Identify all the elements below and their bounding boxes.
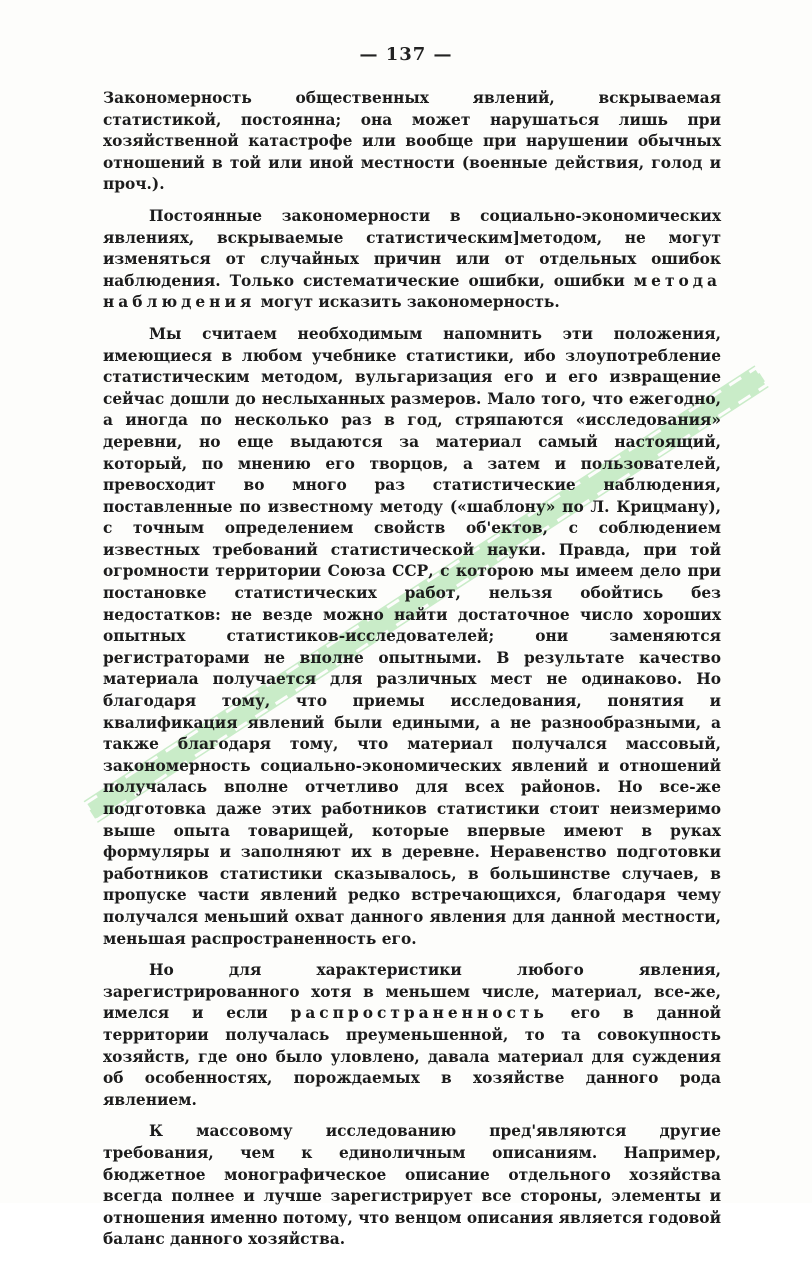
paragraph-4-text-a: Но для характеристики любого явления, зарегистрированного хотя в меньшем числе, материал, все-же, имелся и если: [103, 961, 721, 1023]
body-text: [103, 88, 721, 1261]
paragraph-5-text: К массовому исследованию пред'являются другие требования, чем к единоличным описаниям. Например, бюджетное монографическое описание отдельного хозяйства всегда полнее и лучше зарегистрирует все стороны, элементы и отношения именно потому, что венцом описания является годовой баланс данного хозяйства.: [103, 1122, 721, 1249]
paragraph-1-text: Закономерность общественных явлений, вскрываемая статистикой, постоянна; она может нарушаться лишь при хозяйственной катастрофе или вообще при нарушении обычных отношений в той или иной местности (военные действия, голод и проч.).: [103, 89, 721, 194]
paragraph-3-text: Мы считаем необходимым напомнить эти положения, имеющиеся в любом учебнике статистики, ибо злоупотребление статистическим методом, вульгаризация его и его извращение сейчас дошли до неслыханных размеров. Мало того, что ежегодно, а иногда по несколько раз в год, стряпаются «исследования» деревни, но еще выдаются за материал самый настоящий, который, по мнению его творцов, а затем и пользователей, превосходит во много раз статистические наблюдения, поставленные по известному методу («шаблону» по Л. Крицману), с точным определением свойств об'ектов, с соблюдением известных требований статистической науки. Правда, при той огромности территории Союза ССР, с которою мы имеем дело при постановке статистических работ, нельзя обойтись без недостатков: не везде можно найти достаточное число хороших опытных статистиков-исследователей; они заменяются регистраторами не вполне опытными. В результате качество материала получается для различных мест не одинаково. Но благодаря тому, что приемы исследования, понятия и квалификация явлений были едиными, а не разнообразными, а также благодаря тому, что материал получался массовый, закономерность социально-экономических явлений и отношений получалась вполне отчетливо для всех районов. Но все-же подготовка даже этих работников статистики стоит неизмеримо выше опыта товарищей, которые впервые имеют в руках формуляры и заполняют их в деревне. Неравенство подготовки работников статистики сказывалось, в большинстве случаев, в пропуске части явлений редко встречающихся, благодаря чему получался меньший охват данного явления для данной местности, меньшая распространенность его.: [103, 324, 721, 948]
paragraph-2-text-a: Постоянные закономерности в социально-экономических явлениях, вскрываемые статистическим]методом, не могут изменяться от случайных причин или от отдельных ошибок наблюдения. Только систематические ошибки, ошибки: [103, 206, 721, 290]
page-number: — 137 —: [359, 44, 453, 65]
paragraph-3: [103, 324, 721, 950]
paragraph-5: [103, 1121, 721, 1251]
paragraph-4-text-b: его в данной территории получалась преуменьшенной, то та совокупность хозяйств, где оно было уловлено, давала материал для суждения об особенностях, порождаемых в хозяйстве данного рода явлением.: [103, 1004, 722, 1109]
paragraph-1: [103, 88, 721, 196]
paragraph-2-emphasis: метода наблюдения: [103, 271, 721, 312]
paragraph-2-text-b: могут исказить закономерность.: [255, 293, 560, 312]
paragraph-4-emphasis: распространенность: [290, 1004, 548, 1023]
paragraph-4: [103, 960, 721, 1111]
paragraph-2: [103, 206, 721, 314]
